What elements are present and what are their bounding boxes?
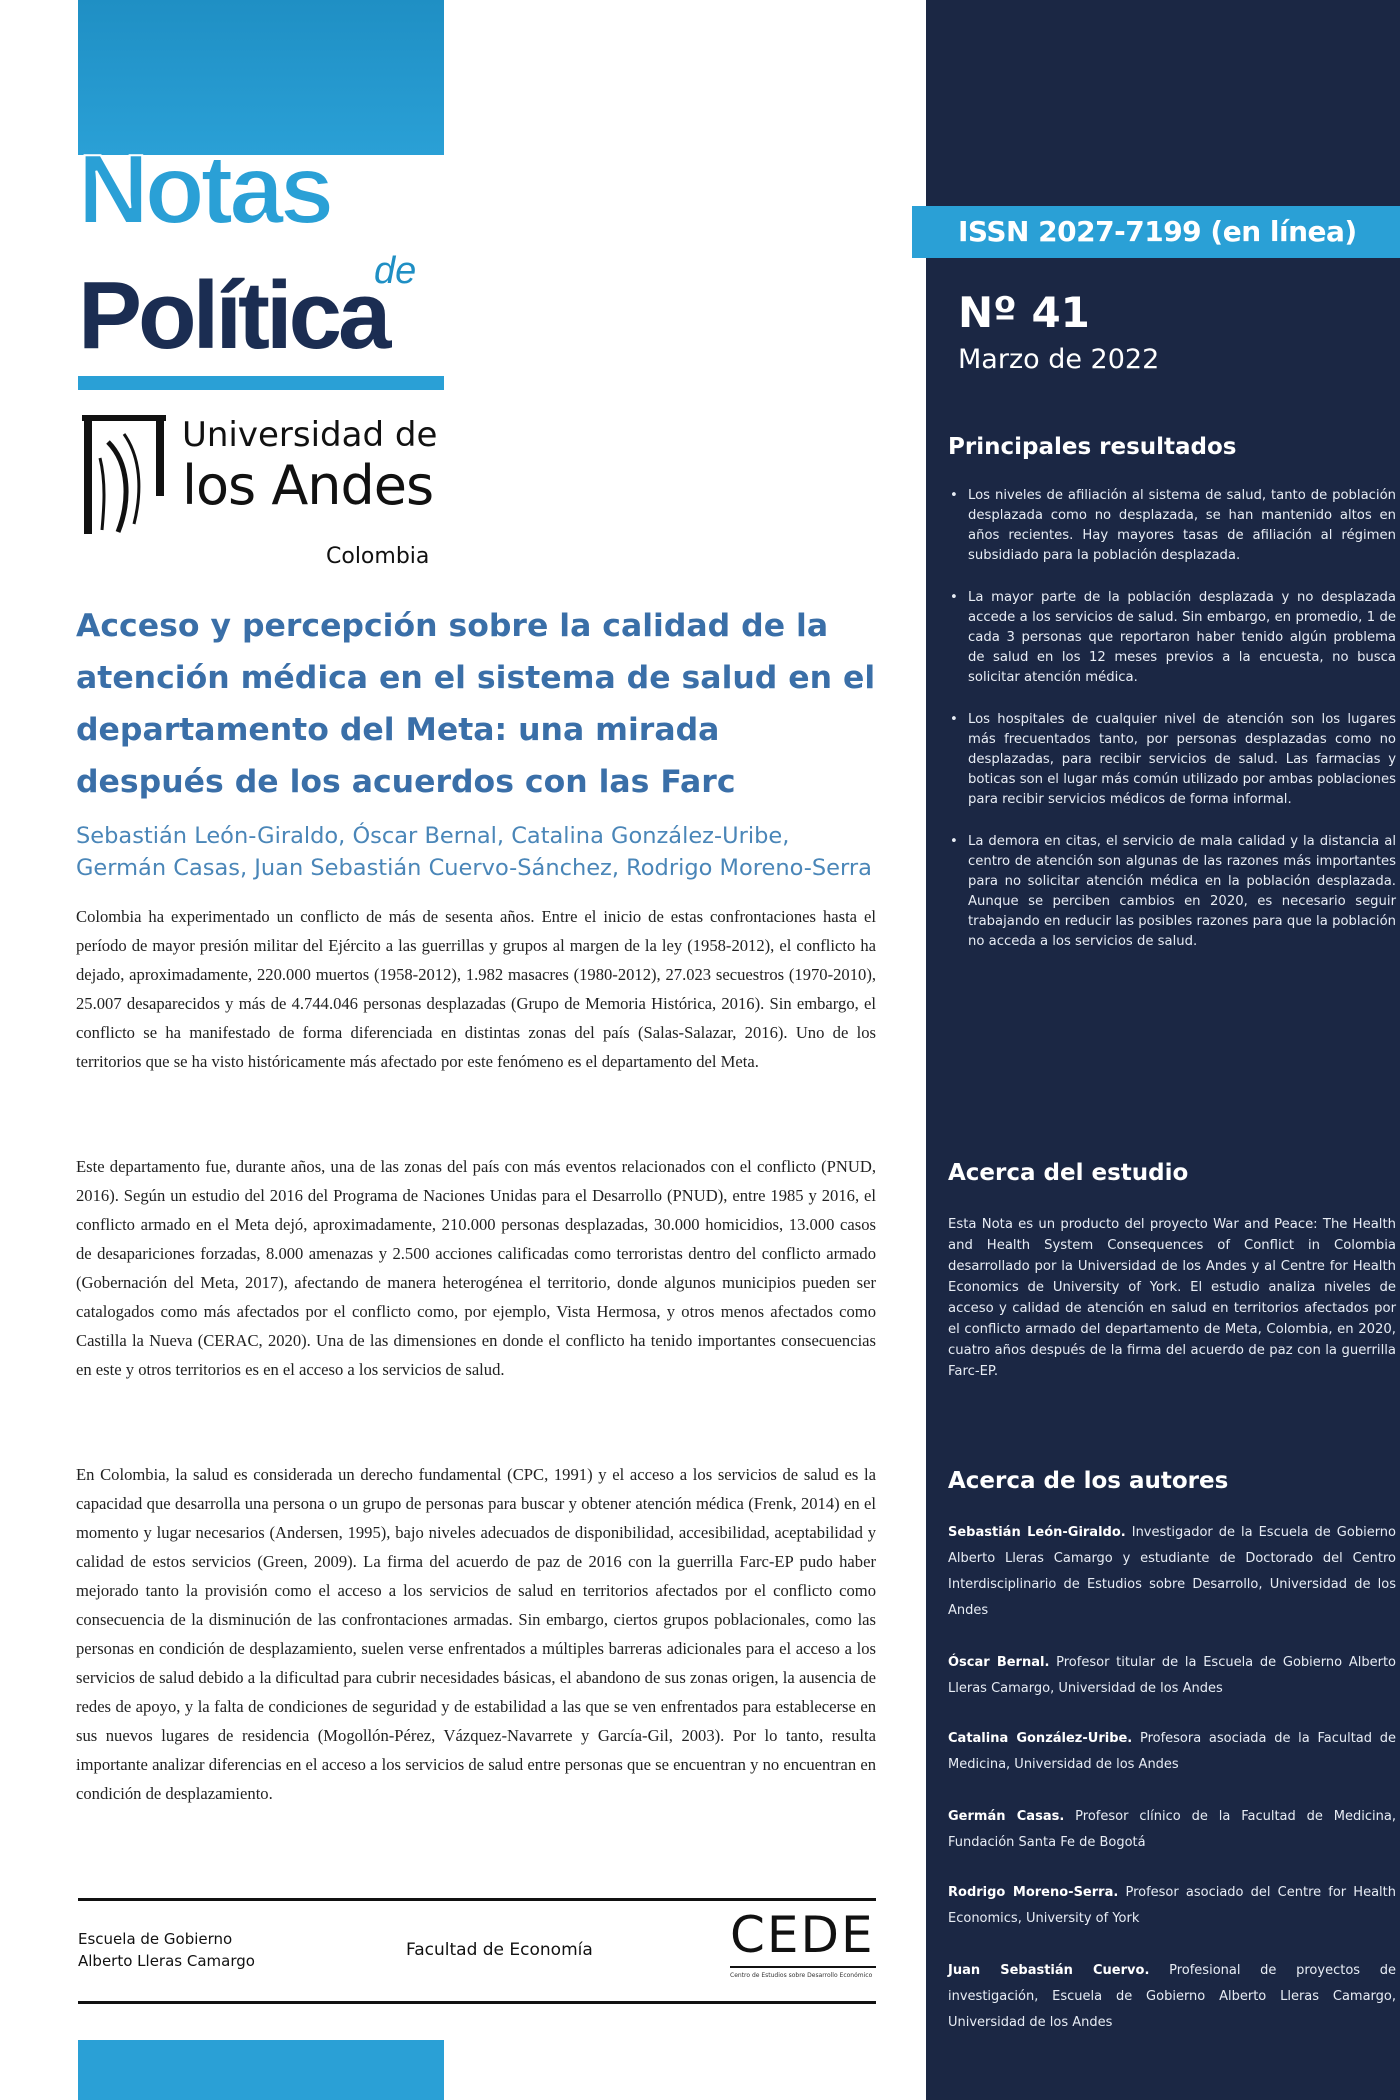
study-heading: Acerca del estudio [948,1160,1189,1186]
author-name: Catalina González-Uribe. [948,1731,1133,1746]
university-country: Colombia [326,544,430,569]
cede-wordmark: CEDE [730,1906,875,1964]
results-heading: Principales resultados [948,434,1237,460]
masthead-title-politica: Política [78,262,388,369]
issn-label: ISSN 2027-7199 (en línea) [958,215,1357,248]
author-bio: Profesor titular de la Escuela de Gobierno Alberto Lleras Camargo, Universidad de los Andes [948,1655,1396,1696]
body-paragraph-1: Colombia ha experimentado un conflicto de más de sesenta años. Entre el inicio de estas confrontaciones hasta el período de mayor presión militar del Ejército a las guerrillas y grupos al margen de la ley (1958-2012), el conflicto ha dejado, aproximadamente, 220.000 muertos (1958-2012), 1.982 masacres (1980-2012), 27.023 secuestros (1970-2010), 25.007 desaparecidos y más de 4.744.046 personas desplazadas (Grupo de Memoria Histórica, 2016). Sin embargo, el conflicto se ha manifestado de forma diferenciada en distintas zonas del país (Salas-Salazar, 2016). Uno de los territorios que se ha visto históricamente más afectado por este fenómeno es el departamento del Meta. [76,907,876,1071]
author-bio: Profesor asociado del Centre for Health Economics, University of York [948,1885,1396,1926]
author-name: Óscar Bernal. [948,1655,1050,1670]
university-emblem-icon [78,412,170,540]
footer-faculty-logo: Facultad de Economía [406,1940,593,1960]
masthead-underline [78,376,444,390]
author-name: Sebastián León-Giraldo. [948,1525,1126,1540]
footer-school-line1: Escuela de Gobierno [78,1930,233,1948]
university-logo [78,412,448,572]
article-title: Acceso y percepción sobre la calidad de la atención médica en el sistema de salud en el departamento del Meta: una mirada después de los acuerdos con las Farc [76,608,876,800]
author-name: Germán Casas. [948,1809,1065,1824]
masthead-logo [78,0,444,392]
author-entry [948,1650,1396,1702]
footer-school-logo [78,1928,255,1972]
issue-number: Nº 41 [958,288,1090,337]
author-bio: Profesora asociada de la Facultad de Medicina, Universidad de los Andes [948,1731,1396,1772]
results-list [948,486,1396,974]
author-bio: Profesor clínico de la Facultad de Medicina, Fundación Santa Fe de Bogotá [948,1809,1396,1850]
university-name-line1: Universidad de [182,415,438,455]
body-paragraph-3: En Colombia, la salud es considerada un derecho fundamental (CPC, 1991) y el acceso a los servicios de salud es la capacidad que desarrolla una persona o un grupo de personas para buscar y obtener atención médica (Frenk, 2014) en el momento y lugar necesarios (Andersen, 1995), bajo niveles adecuados de disponibilidad, accesibilidad, aceptabilidad y calidad de estos servicios (Green, 2009). La firma del acuerdo de paz de 2016 con la guerrilla Farc-EP pudo haber mejorado tanto la provisión como el acceso a los servicios de salud en territorios afectados por el conflicto como consecuencia de la disminución de las confrontaciones armadas. Sin embargo, ciertos grupos poblacionales, como las personas en condición de desplazamiento, suelen verse enfrentados a múltiples barreras adicionales para el acceso a los servicios de salud debido a la dificultad para cubrir necesidades básicas, el abandono de sus zonas origen, la ausencia de redes de apoyo, y la falta de condiciones de seguridad y de estabilidad a las que se ven enfrentados para establecerse en sus nuevos lugares de residencia (Mogollón-Pérez, Vázquez-Navarrete y García-Gil, 2003). Por lo tanto, resulta importante analizar diferencias en el acceso a los servicios de salud entre personas que se encuentran y no encuentran en condición de desplazamiento. [76,1465,876,1803]
masthead-title-notas: Notas [78,134,331,244]
footer-cede-logo [730,1906,876,1979]
university-name [182,416,437,517]
university-name-line2: los Andes [182,454,434,518]
footer-top-rule [78,1898,876,1901]
author-entry [948,1520,1396,1624]
article-authors: Sebastián León-Giraldo, Óscar Bernal, Catalina González-Uribe, Germán Casas, Juan Sebastián Cuervo-Sánchez, Rodrigo Moreno-Serra [76,823,872,881]
author-name: Juan Sebastián Cuervo. [948,1963,1150,1978]
authors-heading: Acerca de los autores [948,1468,1229,1494]
author-entry [948,1880,1396,1932]
cede-subtitle: Centro de Estudios sobre Desarrollo Económico [730,1972,873,1979]
issue-date: Marzo de 2022 [958,344,1160,375]
author-entry [948,1804,1396,1856]
results-item: • Los hospitales de cualquier nivel de atención son los lugares más frecuentados tanto, por personas desplazadas como no desplazadas, para recibir servicios de salud. Las farmacias y boticas son el lugar más común utilizado por ambas poblaciones para recibir servicios médicos de forma informal. [948,710,1396,810]
results-item: • La mayor parte de la población desplazada y no desplazada accede a los servicios de salud. Sin embargo, en promedio, 1 de cada 3 personas que reportaron haber tenido algún problema de salud en los 12 meses previos a la encuesta, no busca solicitar atención médica. [948,588,1396,688]
study-text: Esta Nota es un producto del proyecto War and Peace: The Health and Health System Consequences of Conflict in Colombia desarrollado por la Universidad de los Andes y al Centre for Health Economics de University of York. El estudio analiza niveles de acceso y calidad de atención en salud en territorios afectados por el conflicto armado del departamento de Meta, Colombia, en 2020, cuatro años después de la firma del acuerdo de paz con la guerrilla Farc-EP. [948,1217,1396,1379]
author-bio: Investigador de la Escuela de Gobierno Alberto Lleras Camargo y estudiante de Doctorado del Centro Interdisciplinario de Estudios sobre Desarrollo, Universidad de los Andes [948,1525,1397,1618]
bottom-blue-block [78,2040,444,2100]
footer-bottom-rule [78,2001,876,2004]
author-bio: Profesional de proyectos de investigación, Escuela de Gobierno Alberto Lleras Camargo, Universidad de los Andes [948,1963,1397,2030]
cede-rule [730,1966,876,1968]
results-item: • La demora en citas, el servicio de mala calidad y la distancia al centro de atención son algunas de las razones más importantes para no solicitar atención médica en la población desplazada. Aunque se perciben cambios en 2020, es necesario seguir trabajando en reducir las posibles razones para que la población no acceda a los servicios de salud. [948,832,1396,952]
author-name: Rodrigo Moreno-Serra. [948,1885,1119,1900]
footer-school-line2: Alberto Lleras Camargo [78,1952,255,1970]
author-entry [948,1958,1396,2036]
masthead-blue-block [78,0,444,155]
author-entry [948,1726,1396,1778]
masthead-title-de: de [374,250,417,292]
results-item: • Los niveles de afiliación al sistema de salud, tanto de población desplazada como no desplazada, se han mantenido altos en años recientes. Hay mayores tasas de afiliación al régimen subsidiado para la población desplazada. [948,486,1396,566]
body-paragraph-2: Este departamento fue, durante años, una de las zonas del país con más eventos relacionados con el conflicto (PNUD, 2016). Según un estudio del 2016 del Programa de Naciones Unidas para el Desarrollo (PNUD), entre 1985 y 2016, el conflicto armado en el Meta dejó, aproximadamente, 210.000 personas desplazadas, 30.000 homicidios, 13.000 casos de desapariciones forzadas, 8.000 amenazas y 2.500 acciones calificadas como terroristas dentro del conflicto armado (Gobernación del Meta, 2017), afectando de manera heterogénea el territorio, donde algunos municipios pueden ser catalogados como más afectados por el conflicto como, por ejemplo, Vista Hermosa, y otros menos afectados como Castilla la Nueva (CERAC, 2020). Una de las dimensiones en donde el conflicto ha tenido importantes consecuencias en este y otros territorios es en el acceso a los servicios de salud. [76,1157,876,1379]
